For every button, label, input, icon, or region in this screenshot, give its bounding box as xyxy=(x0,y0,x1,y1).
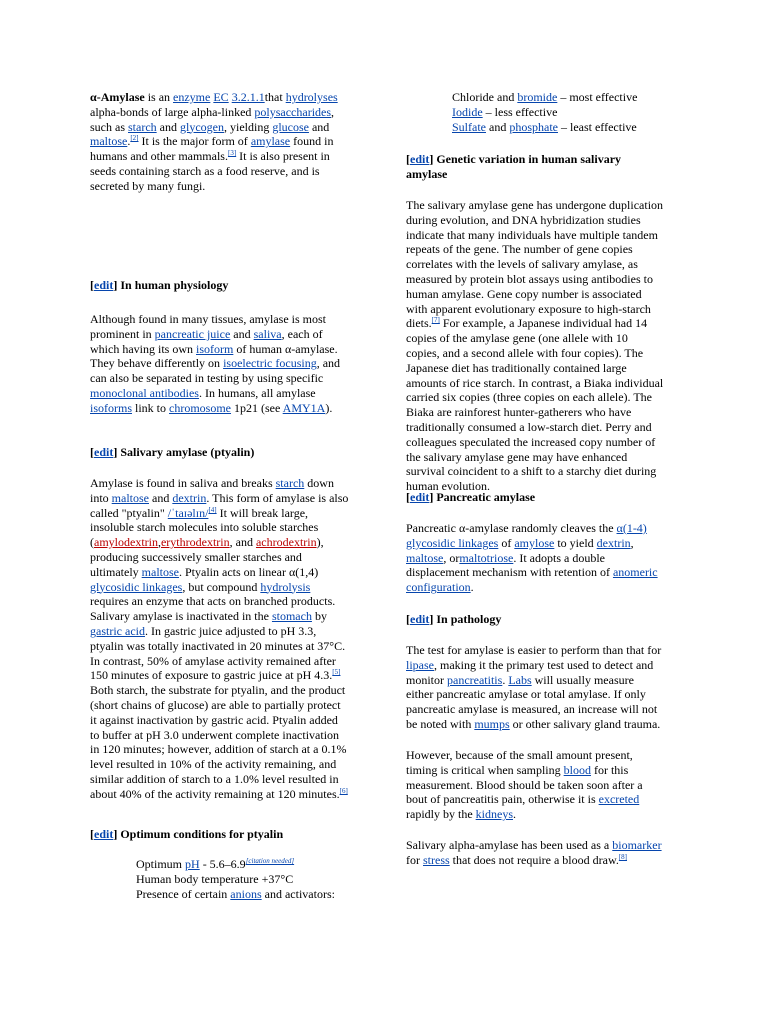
link-maltose[interactable]: maltose xyxy=(406,550,444,565)
link-pancreatitis[interactable]: pancreatitis xyxy=(447,672,503,687)
ref-2[interactable]: [2] xyxy=(130,134,139,143)
ref-8[interactable]: [8] xyxy=(618,852,628,861)
salivary-paragraph: Amylase is found in saliva and breaks starch down into maltose and dextrin. This form of amylase is also called "ptyalin" /ˈtaɪəlɪn/[4] It will break large, insoluble starch molecules into soluble starches (amylodextrin,erythrodextrin, and achrodextrin), producing successively smaller starches and ultimately maltose. Ptyalin acts on linear α(1,4) glycosidic linkages, but compound hydrolysis requires an enzyme that acts on branched products. Salivary amylase is inactivated in the stomach by gastric acid. In gastric juice adjusted to pH 3.3, ptyalin was totally inactivated in 20 minutes at 37°C. In contrast, 50% of amylase activity remained after 150 minutes of exposure to gastric juice at pH 4.3.[5] Both starch, the substrate for ptyalin, and the product (short chains of glucose) are able to partially protect it against inactivation by gastric acid. Ptyalin added to buffer at pH 3.0 underwent complete inactivation in 120 minutes; however, addition of starch at a 0.1% level resulted in 10% of the activity remaining, and similar addition of starch to a 1.0% level resulted in about 40% of the activity remaining at 120 minutes.[6] xyxy=(90,476,349,801)
ref-4[interactable]: [4] xyxy=(208,505,217,514)
pathology-paragraph-3: Salivary alpha-amylase has been used as a biomarker for stress that does not require a blood draw.[8] xyxy=(406,838,662,867)
pancreatic-paragraph: Pancreatic α-amylase randomly cleaves the α(1-4) glycosidic linkages of amylose to yield dextrin, maltose, ormaltotriose. It adopts a double displacement mechanism with retention of anomeric configuration. xyxy=(406,521,658,595)
link-isoelectric-focusing[interactable]: isoelectric focusing xyxy=(223,356,317,371)
optimum-temperature-line: Human body temperature +37°C xyxy=(136,871,294,886)
citation-needed-link[interactable]: [citation needed] xyxy=(245,857,295,865)
link-dextrin[interactable]: dextrin xyxy=(596,535,631,550)
heading-pancreatic-amylase: [edit] Pancreatic amylase xyxy=(406,490,536,504)
link-mumps[interactable]: mumps xyxy=(474,716,510,731)
edit-link[interactable]: edit xyxy=(94,827,114,841)
ref-3[interactable]: [3] xyxy=(227,149,237,158)
link-maltose[interactable]: maltose xyxy=(111,490,149,505)
heading-genetic-variation: [edit] Genetic variation in human salivary amylase xyxy=(406,152,622,181)
heading-human-physiology: [edit] In human physiology xyxy=(90,278,229,292)
link-amy1a[interactable]: AMY1A xyxy=(282,400,326,415)
link-ph[interactable]: pH xyxy=(185,857,200,871)
ref-6[interactable]: [6] xyxy=(339,786,348,795)
link-ec-number[interactable]: 3.2.1.1 xyxy=(231,90,265,104)
optimum-ph-line: Optimum pH - 5.6–6.9[citation needed] xyxy=(136,857,295,871)
link-ec[interactable]: EC xyxy=(213,90,229,104)
link-bromide[interactable]: bromide xyxy=(517,90,558,104)
link-pancreatic-juice[interactable]: pancreatic juice xyxy=(154,326,231,341)
article-title: α-Amylase xyxy=(90,90,145,104)
link-saliva[interactable]: saliva xyxy=(253,326,282,341)
heading-in-pathology: [edit] In pathology xyxy=(406,612,502,626)
link-anions[interactable]: anions xyxy=(230,886,262,901)
link-isoform[interactable]: isoform xyxy=(196,341,234,356)
link-starch[interactable]: starch xyxy=(275,476,305,490)
link-amylodextrin[interactable]: amylodextrin xyxy=(94,535,158,550)
link-hydrolysis[interactable]: hydrolysis xyxy=(260,579,311,594)
link-anomeric-configuration[interactable]: anomeric configuration xyxy=(406,565,658,595)
anion-sulfate-line: Sulfate and phosphate – least effective xyxy=(452,119,637,134)
link-excreted[interactable]: excreted xyxy=(598,792,640,807)
link-lipase[interactable]: lipase xyxy=(406,657,434,672)
anion-iodide-line: Iodide – less effective xyxy=(452,104,558,119)
link-maltose-2[interactable]: maltose xyxy=(141,564,179,579)
intro-paragraph: α-Amylase is an enzyme EC 3.2.1.1that hydrolyses alpha-bonds of large alpha-linked polysaccharides, such as starch and glycogen, yielding glucose and maltose.[2] It is the major form of amylase found in humans and other mammals.[3] It is also present in seeds containing starch as a food reserve, and is secreted by many fungi. xyxy=(90,90,338,193)
link-glycogen[interactable]: glycogen xyxy=(179,119,224,134)
link-labs[interactable]: Labs xyxy=(508,672,532,687)
edit-link[interactable]: edit xyxy=(410,152,430,166)
ref-7[interactable]: [7] xyxy=(431,316,440,325)
anions-list xyxy=(406,90,710,134)
link-amylose[interactable]: amylose xyxy=(514,535,555,550)
link-achrodextrin[interactable]: achrodextrin xyxy=(255,535,317,550)
genetic-paragraph: The salivary amylase gene has undergone duplication during evolution, and DNA hybridization studies indicate that many individuals have multiple tandem repeats of the gene. The number of gene copies correlates with the levels of salivary amylase, as measured by protein blot assays using antibodies to human amylase. Gene copy number is associated with apparent evolutionary exposure to high-starch diets.[7] For example, a Japanese individual had 14 copies of the amylase gene (one allele with 10 copies, and a second allele with four copies). The Japanese diet has traditionally contained large amounts of rice starch. In contrast, a Biaka individual carried six copies (three copies on each allele). The Biaka are rainforest hunter-gatherers who have traditionally consumed a low-starch diet. Perry and colleagues speculated the increased copy number of the salivary amylase gene may have enhanced survival coincident to a shift to a starchy diet during human evolution. xyxy=(406,198,664,494)
link-isoforms[interactable]: isoforms xyxy=(90,400,132,415)
edit-link[interactable]: edit xyxy=(410,612,430,626)
link-stomach[interactable]: stomach xyxy=(271,609,312,624)
link-glycosidic-linkages[interactable]: glycosidic linkages xyxy=(90,579,183,594)
link-chromosome[interactable]: chromosome xyxy=(169,400,232,415)
edit-link[interactable]: edit xyxy=(410,490,430,504)
link-sulfate[interactable]: Sulfate xyxy=(452,119,486,134)
link-dextrin[interactable]: dextrin xyxy=(172,490,207,505)
link-erythrodextrin[interactable]: erythrodextrin xyxy=(160,535,230,550)
link-polysaccharides[interactable]: polysaccharides xyxy=(254,104,332,119)
link-amylase[interactable]: amylase xyxy=(250,134,291,149)
link-enzyme[interactable]: enzyme xyxy=(173,90,211,104)
optimum-anions-line: Presence of certain anions and activators: xyxy=(136,886,335,901)
pathology-paragraph-2: However, because of the small amount present, timing is critical when sampling blood for this measurement. Blood should be taken soon after a bout of pancreatitis pain, otherwise it is excreted rapidly by the kidneys. xyxy=(406,748,643,822)
edit-link[interactable]: edit xyxy=(94,445,114,459)
link-stress[interactable]: stress xyxy=(423,852,450,867)
link-iodide[interactable]: Iodide xyxy=(452,104,483,119)
link-glucose[interactable]: glucose xyxy=(272,119,309,134)
anion-chloride-line: Chloride and bromide – most effective xyxy=(452,90,638,104)
link-ipa-pronunciation[interactable]: /ˈtaɪəlɪn/ xyxy=(167,505,209,520)
link-blood[interactable]: blood xyxy=(563,762,591,777)
link-maltotriose[interactable]: maltotriose xyxy=(459,550,514,565)
pathology-paragraph-1: The test for amylase is easier to perform than that for lipase, making it the primary test used to detect and monitor pancreatitis. Labs will usually measure either pancreatic amylase or total amylase. If only pancreatic amylase is measured, an increase will not be noted with mumps or other salivary gland trauma. xyxy=(406,643,662,731)
link-monoclonal-antibodies[interactable]: monoclonal antibodies xyxy=(90,385,199,400)
link-biomarker[interactable]: biomarker xyxy=(612,838,662,852)
link-starch[interactable]: starch xyxy=(128,119,157,134)
link-gastric-acid[interactable]: gastric acid xyxy=(90,623,145,638)
heading-optimum-conditions: [edit] Optimum conditions for ptyalin xyxy=(90,827,284,841)
optimum-conditions-list xyxy=(90,857,396,901)
edit-link[interactable]: edit xyxy=(94,278,114,292)
heading-salivary-amylase: [edit] Salivary amylase (ptyalin) xyxy=(90,445,255,459)
link-maltose[interactable]: maltose xyxy=(90,134,128,149)
physiology-paragraph: Although found in many tissues, amylase is most prominent in pancreatic juice and saliva, each of which having its own isoform of human α-amylase. They behave differently on isoelectric focusing, and can also be separated in testing by using specific monoclonal antibodies. In humans, all amylase isoforms link to chromosome 1p21 (see AMY1A). xyxy=(90,312,341,415)
link-kidneys[interactable]: kidneys xyxy=(475,807,513,822)
ref-5[interactable]: [5] xyxy=(332,668,341,677)
link-phosphate[interactable]: phosphate xyxy=(509,119,558,134)
link-alpha-1-4-glycosidic-linkages[interactable]: α(1-4) glycosidic linkages xyxy=(406,521,647,550)
link-hydrolyses[interactable]: hydrolyses xyxy=(285,90,338,104)
